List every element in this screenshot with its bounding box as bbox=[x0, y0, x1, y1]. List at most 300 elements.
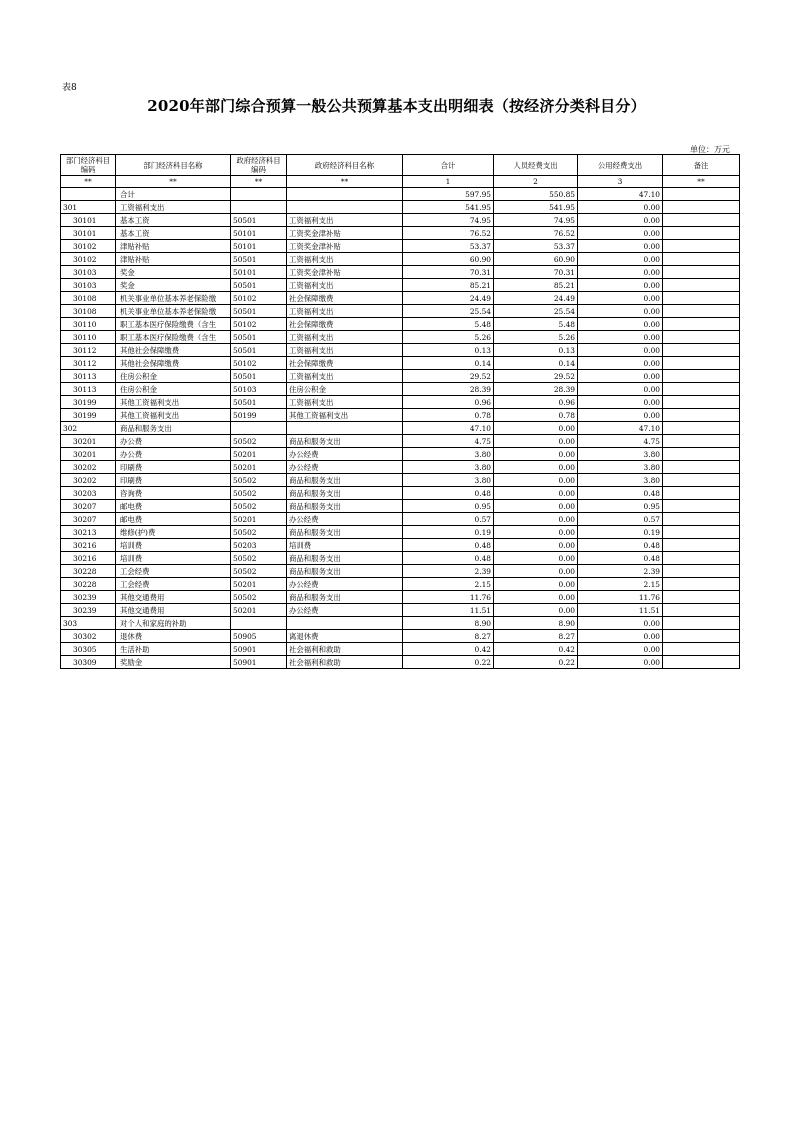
table-row bbox=[61, 188, 740, 201]
cell-gov-code: 50501 bbox=[231, 305, 287, 318]
cell-public: 0.00 bbox=[578, 292, 663, 305]
cell-note bbox=[663, 188, 740, 201]
cell-dept-code: 30309 bbox=[61, 656, 116, 669]
cell-total: 24.49 bbox=[403, 292, 494, 305]
cell-dept-name: 邮电费 bbox=[116, 513, 231, 526]
cell-note bbox=[663, 227, 740, 240]
cell-total: 3.80 bbox=[403, 448, 494, 461]
cell-gov-name bbox=[287, 422, 403, 435]
cell-dept-code: 301 bbox=[61, 201, 116, 214]
cell-public: 47.10 bbox=[578, 188, 663, 201]
expenditure-table bbox=[60, 154, 740, 669]
cell-gov-name: 办公经费 bbox=[287, 448, 403, 461]
cell-gov-code: 50101 bbox=[231, 240, 287, 253]
table-row bbox=[61, 344, 740, 357]
cell-dept-code: 30101 bbox=[61, 227, 116, 240]
cell-total: 11.76 bbox=[403, 591, 494, 604]
cell-note bbox=[663, 617, 740, 630]
cell-dept-name: 培训费 bbox=[116, 552, 231, 565]
cell-personnel: 0.00 bbox=[494, 448, 578, 461]
cell-dept-name: 培训费 bbox=[116, 539, 231, 552]
cell-dept-code: 30216 bbox=[61, 539, 116, 552]
table-row bbox=[61, 448, 740, 461]
cell-gov-code: 50201 bbox=[231, 578, 287, 591]
cell-total: 0.22 bbox=[403, 656, 494, 669]
cell-dept-name: 生活补助 bbox=[116, 643, 231, 656]
marker-cell: ** bbox=[231, 176, 287, 188]
cell-dept-name: 工资福利支出 bbox=[116, 201, 231, 214]
cell-personnel: 85.21 bbox=[494, 279, 578, 292]
cell-dept-code: 30228 bbox=[61, 565, 116, 578]
table-row bbox=[61, 357, 740, 370]
cell-gov-name: 工资福利支出 bbox=[287, 396, 403, 409]
cell-public: 0.00 bbox=[578, 318, 663, 331]
cell-gov-code: 50201 bbox=[231, 448, 287, 461]
cell-note bbox=[663, 266, 740, 279]
cell-dept-code: 30103 bbox=[61, 266, 116, 279]
cell-public: 0.00 bbox=[578, 357, 663, 370]
cell-total: 28.39 bbox=[403, 383, 494, 396]
cell-gov-code: 50102 bbox=[231, 357, 287, 370]
table-row bbox=[61, 214, 740, 227]
cell-dept-name: 工会经费 bbox=[116, 578, 231, 591]
cell-gov-code bbox=[231, 188, 287, 201]
cell-gov-code: 50102 bbox=[231, 318, 287, 331]
cell-gov-name: 工资福利支出 bbox=[287, 214, 403, 227]
table-row bbox=[61, 643, 740, 656]
cell-note bbox=[663, 331, 740, 344]
header-row bbox=[61, 155, 740, 176]
cell-gov-code: 50501 bbox=[231, 214, 287, 227]
cell-dept-name: 办公费 bbox=[116, 448, 231, 461]
cell-gov-name: 培训费 bbox=[287, 539, 403, 552]
cell-personnel: 0.00 bbox=[494, 539, 578, 552]
cell-public: 0.00 bbox=[578, 331, 663, 344]
cell-note bbox=[663, 448, 740, 461]
col-header-personnel: 人员经费支出 bbox=[494, 155, 578, 176]
cell-gov-code: 50502 bbox=[231, 552, 287, 565]
cell-total: 0.96 bbox=[403, 396, 494, 409]
cell-personnel: 60.90 bbox=[494, 253, 578, 266]
cell-personnel: 550.85 bbox=[494, 188, 578, 201]
cell-personnel: 0.00 bbox=[494, 500, 578, 513]
cell-dept-name: 职工基本医疗保险缴费（含生 bbox=[116, 318, 231, 331]
cell-gov-code: 50502 bbox=[231, 474, 287, 487]
cell-note bbox=[663, 539, 740, 552]
cell-personnel: 0.42 bbox=[494, 643, 578, 656]
cell-dept-code: 30199 bbox=[61, 409, 116, 422]
table-label: 表8 bbox=[62, 83, 77, 93]
cell-dept-name: 奖金 bbox=[116, 279, 231, 292]
cell-note bbox=[663, 565, 740, 578]
table-row bbox=[61, 604, 740, 617]
cell-gov-name: 工资福利支出 bbox=[287, 344, 403, 357]
cell-note bbox=[663, 370, 740, 383]
cell-dept-name: 维修(护)费 bbox=[116, 526, 231, 539]
cell-dept-name: 机关事业单位基本养老保险缴 bbox=[116, 305, 231, 318]
cell-gov-code: 50203 bbox=[231, 539, 287, 552]
cell-dept-code: 30113 bbox=[61, 383, 116, 396]
cell-dept-code: 30302 bbox=[61, 630, 116, 643]
marker-cell: 2 bbox=[494, 176, 578, 188]
cell-dept-code: 30305 bbox=[61, 643, 116, 656]
cell-note bbox=[663, 630, 740, 643]
cell-total: 53.37 bbox=[403, 240, 494, 253]
table-row bbox=[61, 318, 740, 331]
cell-dept-name: 邮电费 bbox=[116, 500, 231, 513]
cell-personnel: 76.52 bbox=[494, 227, 578, 240]
cell-note bbox=[663, 435, 740, 448]
cell-dept-name: 基本工资 bbox=[116, 227, 231, 240]
cell-gov-name: 住房公积金 bbox=[287, 383, 403, 396]
cell-total: 0.95 bbox=[403, 500, 494, 513]
cell-personnel: 5.48 bbox=[494, 318, 578, 331]
cell-note bbox=[663, 344, 740, 357]
cell-dept-name: 其他社会保障缴费 bbox=[116, 344, 231, 357]
cell-public: 0.00 bbox=[578, 656, 663, 669]
cell-dept-code: 30207 bbox=[61, 513, 116, 526]
cell-gov-code: 50502 bbox=[231, 526, 287, 539]
cell-gov-code: 50901 bbox=[231, 656, 287, 669]
col-header-gov-name: 政府经济科目名称 bbox=[287, 155, 403, 176]
cell-public: 0.95 bbox=[578, 500, 663, 513]
cell-dept-name: 其他工资福利支出 bbox=[116, 396, 231, 409]
cell-gov-name: 商品和服务支出 bbox=[287, 526, 403, 539]
cell-note bbox=[663, 552, 740, 565]
cell-note bbox=[663, 292, 740, 305]
cell-public: 3.80 bbox=[578, 448, 663, 461]
cell-personnel: 0.00 bbox=[494, 552, 578, 565]
cell-note bbox=[663, 305, 740, 318]
cell-gov-code bbox=[231, 201, 287, 214]
cell-dept-name: 印刷费 bbox=[116, 474, 231, 487]
cell-dept-name: 商品和服务支出 bbox=[116, 422, 231, 435]
cell-dept-name: 其他交通费用 bbox=[116, 591, 231, 604]
cell-dept-code: 30103 bbox=[61, 279, 116, 292]
cell-dept-name: 职工基本医疗保险缴费（含生 bbox=[116, 331, 231, 344]
cell-dept-name: 基本工资 bbox=[116, 214, 231, 227]
table-row bbox=[61, 331, 740, 344]
cell-note bbox=[663, 409, 740, 422]
cell-personnel: 0.00 bbox=[494, 513, 578, 526]
cell-public: 0.00 bbox=[578, 240, 663, 253]
cell-public: 0.00 bbox=[578, 266, 663, 279]
table-row bbox=[61, 539, 740, 552]
cell-public: 0.00 bbox=[578, 227, 663, 240]
cell-total: 0.48 bbox=[403, 487, 494, 500]
cell-total: 8.27 bbox=[403, 630, 494, 643]
cell-public: 2.15 bbox=[578, 578, 663, 591]
col-header-total: 合计 bbox=[403, 155, 494, 176]
cell-dept-name: 机关事业单位基本养老保险缴 bbox=[116, 292, 231, 305]
cell-public: 3.80 bbox=[578, 461, 663, 474]
marker-cell: 3 bbox=[578, 176, 663, 188]
marker-cell: 1 bbox=[403, 176, 494, 188]
cell-total: 0.48 bbox=[403, 552, 494, 565]
cell-dept-name: 印刷费 bbox=[116, 461, 231, 474]
cell-personnel: 8.90 bbox=[494, 617, 578, 630]
cell-gov-code: 50201 bbox=[231, 604, 287, 617]
cell-note bbox=[663, 513, 740, 526]
cell-public: 0.19 bbox=[578, 526, 663, 539]
cell-gov-name bbox=[287, 617, 403, 630]
cell-dept-name: 其他工资福利支出 bbox=[116, 409, 231, 422]
cell-personnel: 0.96 bbox=[494, 396, 578, 409]
cell-gov-code: 50502 bbox=[231, 487, 287, 500]
cell-public: 0.00 bbox=[578, 617, 663, 630]
cell-personnel: 0.00 bbox=[494, 474, 578, 487]
table-row bbox=[61, 227, 740, 240]
cell-gov-code: 50102 bbox=[231, 292, 287, 305]
cell-note bbox=[663, 474, 740, 487]
cell-gov-code: 50502 bbox=[231, 435, 287, 448]
cell-gov-name: 工资福利支出 bbox=[287, 279, 403, 292]
cell-gov-code: 50502 bbox=[231, 591, 287, 604]
table-row bbox=[61, 240, 740, 253]
cell-dept-code: 30112 bbox=[61, 357, 116, 370]
cell-personnel: 0.14 bbox=[494, 357, 578, 370]
cell-personnel: 8.27 bbox=[494, 630, 578, 643]
cell-gov-name: 工资奖金津补贴 bbox=[287, 240, 403, 253]
cell-personnel: 0.00 bbox=[494, 422, 578, 435]
cell-dept-name: 退休费 bbox=[116, 630, 231, 643]
cell-gov-code: 50905 bbox=[231, 630, 287, 643]
cell-gov-code: 50502 bbox=[231, 500, 287, 513]
cell-dept-code: 303 bbox=[61, 617, 116, 630]
cell-total: 2.39 bbox=[403, 565, 494, 578]
cell-dept-name: 住房公积金 bbox=[116, 370, 231, 383]
cell-note bbox=[663, 656, 740, 669]
cell-public: 11.51 bbox=[578, 604, 663, 617]
col-header-dept-code: 部门经济科目编码 bbox=[61, 155, 116, 176]
cell-gov-name: 工资奖金津补贴 bbox=[287, 227, 403, 240]
cell-total: 597.95 bbox=[403, 188, 494, 201]
cell-gov-name: 离退休费 bbox=[287, 630, 403, 643]
cell-note bbox=[663, 604, 740, 617]
cell-dept-code: 30201 bbox=[61, 435, 116, 448]
cell-gov-name: 社会保障缴费 bbox=[287, 357, 403, 370]
table-row bbox=[61, 617, 740, 630]
cell-total: 0.13 bbox=[403, 344, 494, 357]
cell-gov-code: 50901 bbox=[231, 643, 287, 656]
cell-total: 29.52 bbox=[403, 370, 494, 383]
cell-total: 0.48 bbox=[403, 539, 494, 552]
cell-total: 4.75 bbox=[403, 435, 494, 448]
cell-public: 0.00 bbox=[578, 396, 663, 409]
cell-dept-code: 30102 bbox=[61, 253, 116, 266]
cell-personnel: 74.95 bbox=[494, 214, 578, 227]
page-title: 2020年部门综合预算一般公共预算基本支出明细表（按经济分类科目分） bbox=[147, 97, 646, 115]
cell-dept-code: 30199 bbox=[61, 396, 116, 409]
cell-public: 2.39 bbox=[578, 565, 663, 578]
cell-personnel: 0.00 bbox=[494, 461, 578, 474]
cell-personnel: 24.49 bbox=[494, 292, 578, 305]
cell-gov-name: 办公经费 bbox=[287, 578, 403, 591]
table-row bbox=[61, 201, 740, 214]
cell-personnel: 28.39 bbox=[494, 383, 578, 396]
cell-dept-code: 30202 bbox=[61, 461, 116, 474]
cell-gov-name: 其他工资福利支出 bbox=[287, 409, 403, 422]
cell-public: 47.10 bbox=[578, 422, 663, 435]
table-row bbox=[61, 370, 740, 383]
cell-dept-name: 咨询费 bbox=[116, 487, 231, 500]
cell-public: 0.00 bbox=[578, 279, 663, 292]
cell-dept-name: 合计 bbox=[116, 188, 231, 201]
cell-gov-name: 工资福利支出 bbox=[287, 331, 403, 344]
cell-personnel: 53.37 bbox=[494, 240, 578, 253]
cell-dept-name: 办公费 bbox=[116, 435, 231, 448]
cell-public: 0.00 bbox=[578, 253, 663, 266]
cell-gov-name: 商品和服务支出 bbox=[287, 474, 403, 487]
table-row bbox=[61, 422, 740, 435]
cell-note bbox=[663, 240, 740, 253]
cell-dept-code bbox=[61, 188, 116, 201]
cell-gov-name: 商品和服务支出 bbox=[287, 552, 403, 565]
cell-dept-code: 30228 bbox=[61, 578, 116, 591]
cell-gov-name: 办公经费 bbox=[287, 461, 403, 474]
cell-note bbox=[663, 526, 740, 539]
cell-note bbox=[663, 578, 740, 591]
cell-total: 47.10 bbox=[403, 422, 494, 435]
cell-gov-code bbox=[231, 422, 287, 435]
cell-total: 8.90 bbox=[403, 617, 494, 630]
cell-gov-name: 工资福利支出 bbox=[287, 305, 403, 318]
cell-total: 11.51 bbox=[403, 604, 494, 617]
cell-note bbox=[663, 487, 740, 500]
cell-public: 0.48 bbox=[578, 539, 663, 552]
table-row bbox=[61, 500, 740, 513]
cell-note bbox=[663, 253, 740, 266]
cell-gov-code: 50501 bbox=[231, 344, 287, 357]
cell-gov-code: 50199 bbox=[231, 409, 287, 422]
col-header-note: 备注 bbox=[663, 155, 740, 176]
cell-gov-code: 50501 bbox=[231, 396, 287, 409]
cell-dept-code: 30207 bbox=[61, 500, 116, 513]
cell-public: 0.48 bbox=[578, 487, 663, 500]
cell-total: 0.19 bbox=[403, 526, 494, 539]
cell-dept-code: 30201 bbox=[61, 448, 116, 461]
cell-total: 3.80 bbox=[403, 474, 494, 487]
cell-total: 0.78 bbox=[403, 409, 494, 422]
cell-personnel: 541.95 bbox=[494, 201, 578, 214]
table-row bbox=[61, 253, 740, 266]
cell-gov-name: 工资奖金津补贴 bbox=[287, 266, 403, 279]
cell-gov-code: 50201 bbox=[231, 513, 287, 526]
cell-personnel: 0.22 bbox=[494, 656, 578, 669]
table-row bbox=[61, 292, 740, 305]
cell-note bbox=[663, 214, 740, 227]
cell-personnel: 70.31 bbox=[494, 266, 578, 279]
cell-gov-name: 社会福利和救助 bbox=[287, 656, 403, 669]
cell-public: 0.48 bbox=[578, 552, 663, 565]
cell-gov-name: 商品和服务支出 bbox=[287, 435, 403, 448]
cell-total: 76.52 bbox=[403, 227, 494, 240]
table-row bbox=[61, 396, 740, 409]
cell-total: 5.48 bbox=[403, 318, 494, 331]
cell-personnel: 0.00 bbox=[494, 604, 578, 617]
cell-dept-name: 工会经费 bbox=[116, 565, 231, 578]
cell-dept-code: 30110 bbox=[61, 331, 116, 344]
table-row bbox=[61, 409, 740, 422]
cell-gov-code: 50501 bbox=[231, 253, 287, 266]
cell-gov-code: 50501 bbox=[231, 279, 287, 292]
cell-dept-code: 30213 bbox=[61, 526, 116, 539]
table-row bbox=[61, 552, 740, 565]
marker-cell: ** bbox=[61, 176, 116, 188]
cell-note bbox=[663, 461, 740, 474]
cell-total: 25.54 bbox=[403, 305, 494, 318]
cell-total: 0.42 bbox=[403, 643, 494, 656]
cell-personnel: 25.54 bbox=[494, 305, 578, 318]
cell-dept-code: 30202 bbox=[61, 474, 116, 487]
marker-cell: ** bbox=[663, 176, 740, 188]
cell-gov-code bbox=[231, 617, 287, 630]
cell-public: 0.00 bbox=[578, 344, 663, 357]
cell-total: 74.95 bbox=[403, 214, 494, 227]
cell-public: 0.00 bbox=[578, 201, 663, 214]
cell-gov-name: 工资福利支出 bbox=[287, 370, 403, 383]
cell-personnel: 0.00 bbox=[494, 487, 578, 500]
cell-gov-code: 50501 bbox=[231, 331, 287, 344]
cell-dept-code: 30216 bbox=[61, 552, 116, 565]
cell-public: 0.00 bbox=[578, 409, 663, 422]
cell-note bbox=[663, 201, 740, 214]
cell-public: 0.00 bbox=[578, 370, 663, 383]
cell-note bbox=[663, 318, 740, 331]
cell-note bbox=[663, 396, 740, 409]
cell-public: 11.76 bbox=[578, 591, 663, 604]
cell-dept-name: 奖励金 bbox=[116, 656, 231, 669]
table-row bbox=[61, 435, 740, 448]
cell-total: 85.21 bbox=[403, 279, 494, 292]
cell-note bbox=[663, 500, 740, 513]
table-row bbox=[61, 513, 740, 526]
cell-dept-code: 30102 bbox=[61, 240, 116, 253]
cell-gov-name: 社会保障缴费 bbox=[287, 318, 403, 331]
cell-total: 3.80 bbox=[403, 461, 494, 474]
table-row bbox=[61, 526, 740, 539]
marker-row bbox=[61, 176, 740, 188]
cell-total: 70.31 bbox=[403, 266, 494, 279]
cell-public: 4.75 bbox=[578, 435, 663, 448]
cell-gov-code: 50502 bbox=[231, 565, 287, 578]
cell-note bbox=[663, 643, 740, 656]
table-row bbox=[61, 474, 740, 487]
cell-note bbox=[663, 591, 740, 604]
table-row bbox=[61, 656, 740, 669]
cell-total: 5.26 bbox=[403, 331, 494, 344]
cell-gov-code: 50501 bbox=[231, 370, 287, 383]
cell-public: 3.80 bbox=[578, 474, 663, 487]
cell-dept-code: 30110 bbox=[61, 318, 116, 331]
cell-personnel: 0.00 bbox=[494, 591, 578, 604]
cell-gov-name bbox=[287, 188, 403, 201]
cell-dept-code: 30113 bbox=[61, 370, 116, 383]
table-row bbox=[61, 383, 740, 396]
cell-gov-code: 50101 bbox=[231, 266, 287, 279]
cell-note bbox=[663, 279, 740, 292]
cell-note bbox=[663, 422, 740, 435]
cell-gov-name: 商品和服务支出 bbox=[287, 565, 403, 578]
cell-dept-name: 津贴补贴 bbox=[116, 253, 231, 266]
cell-public: 0.57 bbox=[578, 513, 663, 526]
cell-public: 0.00 bbox=[578, 214, 663, 227]
table-row bbox=[61, 305, 740, 318]
cell-personnel: 0.00 bbox=[494, 526, 578, 539]
cell-public: 0.00 bbox=[578, 305, 663, 318]
unit-note: 单位：万元 bbox=[690, 145, 730, 154]
cell-personnel: 5.26 bbox=[494, 331, 578, 344]
